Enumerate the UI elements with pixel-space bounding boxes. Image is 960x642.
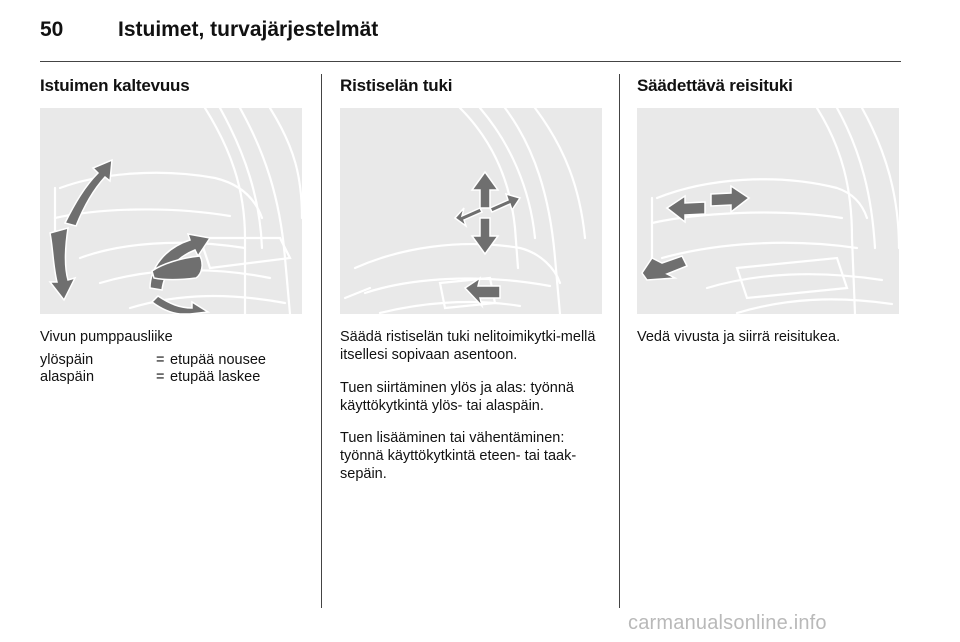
column-divider (321, 74, 322, 608)
column-thigh-support (637, 74, 899, 361)
definition-separator: = (156, 369, 165, 385)
body-paragraph: Tuen lisääminen tai vähentäminen: työnnä käyttökytkintä eteen- tai taak-sepäin. (340, 430, 577, 482)
section-heading: Säädettävä reisituki (637, 76, 793, 95)
section-heading: Ristiselän tuki (340, 76, 453, 95)
definition-term: ylöspäin (40, 352, 94, 368)
body-paragraph: Tuen siirtäminen ylös ja alas: työnnä käyttökytkintä ylös- tai alaspäin. (340, 379, 574, 414)
definition-value: etupää nousee (170, 352, 266, 368)
definition-separator: = (156, 352, 165, 368)
page-number: 50 (40, 18, 64, 41)
chapter-title: Istuimet, turvajärjestelmät (118, 18, 379, 41)
section-heading: Istuimen kaltevuus (40, 76, 190, 95)
watermark: carmanualsonline.info (628, 612, 827, 634)
header-rule (40, 61, 901, 62)
definition-table (40, 352, 266, 386)
lumbar-support-illustration (340, 108, 602, 314)
column-seat-tilt (40, 74, 302, 386)
definition-row (40, 352, 266, 369)
seat-tilt-illustration (40, 108, 302, 314)
definition-term: alaspäin (40, 369, 95, 385)
column-lumbar-support (340, 74, 602, 498)
figure-caption: Vivun pumppausliike (40, 329, 173, 345)
body-paragraph: Säädä ristiselän tuki nelitoimikytki-mellä itsellesi sopivaan asentoon. (340, 329, 596, 363)
body-paragraph: Vedä vivusta ja siirrä reisitukea. (637, 329, 841, 345)
thigh-support-illustration (637, 108, 899, 314)
definition-value: etupää laskee (170, 369, 261, 385)
definition-row (40, 369, 266, 386)
column-divider (619, 74, 620, 608)
